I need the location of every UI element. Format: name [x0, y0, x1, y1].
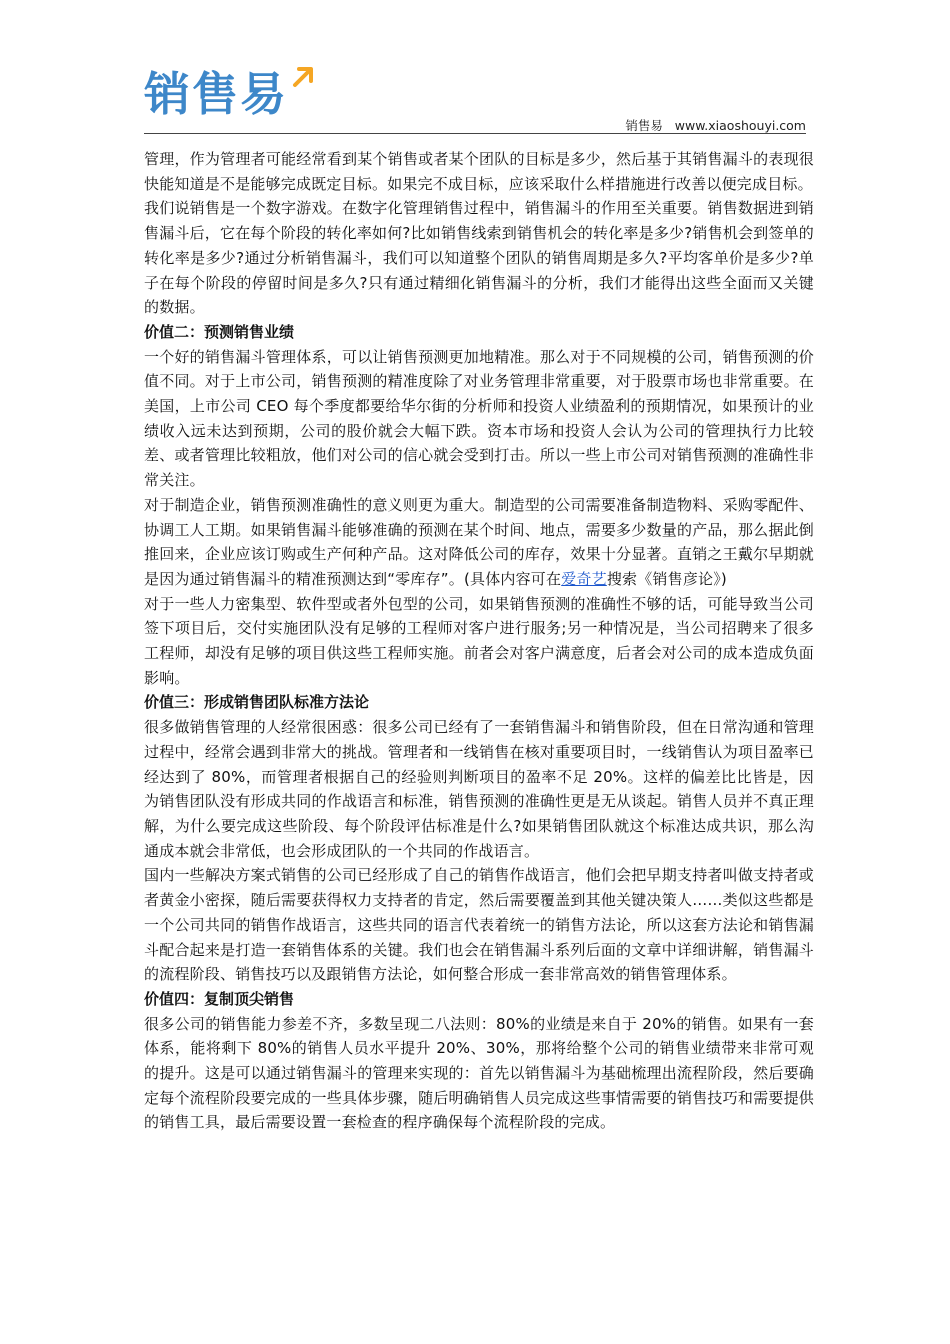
iqiyi-link[interactable]: 爱奇艺 — [561, 569, 607, 588]
logo — [144, 66, 316, 126]
arrow-up-right-icon — [290, 64, 316, 94]
site-header — [625, 116, 806, 134]
paragraph: 对于一些人力密集型、软件型或者外包型的公司，如果销售预测的准确性不够的话，可能导致当公司签下项目后，交付实施团队没有足够的工程师对客户进行服务;另一种情况是，当公司招聘来了很多工程师，却没有足够的项目供这些工程师实施。前者会对客户满意度，后者会对公司的成本造成负面影响。 — [144, 594, 814, 687]
site-url[interactable]: www.xiaoshouyi.com — [674, 118, 806, 133]
site-name: 销售易 — [625, 118, 663, 133]
logo-text: 销售易 — [144, 67, 288, 121]
paragraph: 一个好的销售漏斗管理体系，可以让销售预测更加地精准。那么对于不同规模的公司，销售预测的价值不同。对于上市公司，销售预测的精准度除了对业务管理非常重要，对于股票市场也非常重要。在美国，上市公司 CEO 每个季度都要给华尔街的分析师和投资人业绩盈利的预期情况，如果预计的业绩收入远未达到预期，公司的股价就会大幅下跌。资本市场和投资人会认为公司的管理执行力比较差、或者管理比较粗放，他们对公司的信心就会受到打击。所以一些上市公司对销售预测的准确性非常关注。 — [144, 347, 814, 490]
paragraph: 很多做销售管理的人经常很困惑：很多公司已经有了一套销售漏斗和销售阶段，但在日常沟通和管理过程中，经常会遇到非常大的挑战。管理者和一线销售在核对重要项目时，一线销售认为项目盈率已经达到了 80%，而管理者根据自己的经验则判断项目的盈率不足 20%。这样的偏差比比皆是，因为销售团队没有形成共同的作战语言和标准，销售预测的准确性更是无从谈起。销售人员并不真正理解，为什么要完成这些阶段、每个阶段评估标准是什么?如果销售团队就这个标准达成共识，那么沟通成本就会非常低，也会形成团队的一个共同的作战语言。 — [144, 718, 814, 860]
section-heading: 价值三：形成销售团队标准方法论 — [144, 693, 370, 712]
paragraph-text: 搜索《销售彦论》) — [606, 569, 727, 588]
paragraph: 我们说销售是一个数字游戏。在数字化管理销售过程中，销售漏斗的作用至关重要。销售数据进到销售漏斗后，它在每个阶段的转化率如何?比如销售线索到销售机会的转化率是多少?销售机会到签单的转化率是多少?通过分析销售漏斗，我们可以知道整个团队的销售周期是多久?平均客单价是多少?单子在每个阶段的停留时间是多久?只有通过精细化销售漏斗的分析，我们才能得出这些全面而又关键的数据。 — [144, 199, 814, 317]
section-heading: 价值四：复制顶尖销售 — [144, 989, 295, 1008]
header-divider — [144, 133, 806, 134]
paragraph: 国内一些解决方案式销售的公司已经形成了自己的销售作战语言，他们会把早期支持者叫做支持者或者黄金小密探，随后需要获得权力支持者的肯定，然后需要覆盖到其他关键决策人……类似这些都是一个公司共同的销售作战语言，这些共同的语言代表着统一的销售方法论，所以这套方法论和销售漏斗配合起来是打造一套销售体系的关键。我们也会在销售漏斗系列后面的文章中详细讲解，销售漏斗的流程阶段、销售技巧以及跟销售方法论，如何整合形成一套非常高效的销售管理体系。 — [144, 866, 814, 984]
paragraph: 很多公司的销售能力参差不齐，多数呈现二八法则：80%的业绩是来自于 20%的销售。如果有一套体系，能将剩下 80%的销售人员水平提升 20%、30%，那将给整个公司的销售业绩带来非常可观的提升。这是可以通过销售漏斗的管理来实现的：首先以销售漏斗为基础梳理出流程阶段，然后要确定每个流程阶段要完成的一些具体步骤，随后明确销售人员完成这些事情需要的销售技巧和需要提供的销售工具，最后需要设置一套检查的程序确保每个流程阶段的完成。 — [144, 1014, 814, 1132]
paragraph — [144, 493, 814, 592]
section-heading: 价值二：预测销售业绩 — [144, 322, 295, 341]
article-body — [144, 147, 814, 1135]
paragraph: 管理，作为管理者可能经常看到某个销售或者某个团队的目标是多少，然后基于其销售漏斗的表现很快能知道是不是能够完成既定目标。如果完不成目标，应该采取什么样措施进行改善以便完成目标。 — [144, 150, 814, 193]
paragraph-text: 对于制造企业，销售预测准确性的意义则更为重大。制造型的公司需要准备制造物料、采购零配件、协调工人工期。如果销售漏斗能够准确的预测在某个时间、地点，需要多少数量的产品，那么据此倒推回来，企业应该订购或生产何种产品。这对降低公司的库存，效果十分显著。直销之王戴尔早期就是因为通过销售漏斗的精准预测达到“零库存”。(具体内容可在 — [144, 495, 814, 588]
